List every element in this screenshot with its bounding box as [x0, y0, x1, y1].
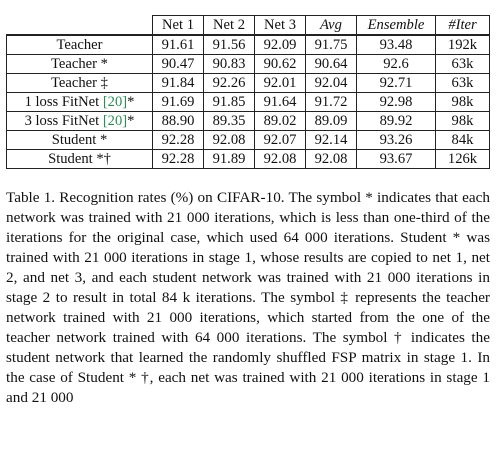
- value-cell: 92.98: [357, 93, 436, 112]
- value-cell: 93.26: [357, 131, 436, 150]
- value-cell: 92.6: [357, 55, 436, 74]
- value-cell: 126k: [436, 150, 490, 169]
- column-header-net3: Net 3: [255, 16, 306, 36]
- results-table-container: [6, 15, 489, 169]
- table-caption: [6, 188, 490, 408]
- value-cell: 89.02: [255, 112, 306, 131]
- value-cell: 89.09: [306, 112, 357, 131]
- results-table: [6, 15, 490, 169]
- value-cell: 92.14: [306, 131, 357, 150]
- method-name: Teacher *: [51, 55, 108, 72]
- column-header-ensemble: Ensemble: [357, 16, 436, 36]
- column-header-net2: Net 2: [204, 16, 255, 36]
- value-cell: 91.64: [255, 93, 306, 112]
- column-header-iter: #Iter: [436, 16, 490, 36]
- table-row: [7, 131, 490, 150]
- column-header-net1: Net 1: [153, 16, 204, 36]
- value-cell: 92.26: [204, 74, 255, 93]
- value-cell: 98k: [436, 93, 490, 112]
- method-cell: [7, 74, 153, 93]
- value-cell: 84k: [436, 131, 490, 150]
- value-cell: 91.72: [306, 93, 357, 112]
- table-row: [7, 35, 490, 55]
- value-cell: 92.28: [153, 150, 204, 169]
- method-name: Student *†: [48, 150, 111, 167]
- value-cell: 93.67: [357, 150, 436, 169]
- value-cell: 92.04: [306, 74, 357, 93]
- method-suffix: *: [127, 93, 135, 110]
- value-cell: 92.71: [357, 74, 436, 93]
- value-cell: 91.69: [153, 93, 204, 112]
- value-cell: 91.84: [153, 74, 204, 93]
- value-cell: 89.92: [357, 112, 436, 131]
- value-cell: 92.08: [306, 150, 357, 169]
- value-cell: 93.48: [357, 35, 436, 55]
- value-cell: 92.08: [255, 150, 306, 169]
- column-header-method: [7, 16, 153, 36]
- citation-link[interactable]: [20]: [102, 112, 128, 129]
- method-cell: [7, 93, 153, 112]
- method-cell: [7, 131, 153, 150]
- method-name: Teacher ‡: [51, 74, 108, 91]
- citation-link[interactable]: [20]: [102, 93, 128, 110]
- value-cell: 89.35: [204, 112, 255, 131]
- value-cell: 90.62: [255, 55, 306, 74]
- table-row: [7, 74, 490, 93]
- method-cell: [7, 55, 153, 74]
- caption-text: Table 1. Recognition rates (%) on CIFAR-10. The symbol * indicates that each network was trained with 21 000 iterations, which is less than one-third of the iterations for the original case, which used 64 000 iterations. Student * was trained with 21 000 iterations in stage 1, whose results are copied to net 1, net 2, and net 3, and each student network was trained with 21 000 iterations in stage 2 to result in total 84 k iterations. The symbol ‡ represents the teacher network trained with 21 000 iterations, which started from the one of the teacher network trained with 64 000 iterations. The symbol † indicates the student network that learned the randomly shuffled FSP matrix in stage 1. In the case of Student * †, each net was trained with 21 000 iterations in stage 1 and 21 000: [6, 189, 490, 406]
- method-cell: [7, 112, 153, 131]
- value-cell: 92.08: [204, 131, 255, 150]
- table-row: [7, 55, 490, 74]
- method-name: 3 loss FitNet: [24, 112, 103, 129]
- value-cell: 91.85: [204, 93, 255, 112]
- table-row: [7, 93, 490, 112]
- value-cell: 88.90: [153, 112, 204, 131]
- table-row: [7, 112, 490, 131]
- value-cell: 91.89: [204, 150, 255, 169]
- value-cell: 91.61: [153, 35, 204, 55]
- method-cell: [7, 35, 153, 55]
- value-cell: 90.64: [306, 55, 357, 74]
- method-cell: [7, 150, 153, 169]
- value-cell: 91.56: [204, 35, 255, 55]
- method-name: Student *: [51, 131, 108, 148]
- value-cell: 192k: [436, 35, 490, 55]
- table-header-row: [7, 16, 490, 36]
- value-cell: 91.75: [306, 35, 357, 55]
- value-cell: 98k: [436, 112, 490, 131]
- value-cell: 63k: [436, 74, 490, 93]
- value-cell: 92.01: [255, 74, 306, 93]
- value-cell: 92.07: [255, 131, 306, 150]
- value-cell: 92.28: [153, 131, 204, 150]
- method-name: 1 loss FitNet: [24, 93, 103, 110]
- value-cell: 90.83: [204, 55, 255, 74]
- method-name: Teacher: [56, 36, 103, 53]
- column-header-avg: Avg: [306, 16, 357, 36]
- value-cell: 63k: [436, 55, 490, 74]
- method-suffix: *: [127, 112, 135, 129]
- value-cell: 90.47: [153, 55, 204, 74]
- value-cell: 92.09: [255, 35, 306, 55]
- table-row: [7, 150, 490, 169]
- table-body: [7, 35, 490, 169]
